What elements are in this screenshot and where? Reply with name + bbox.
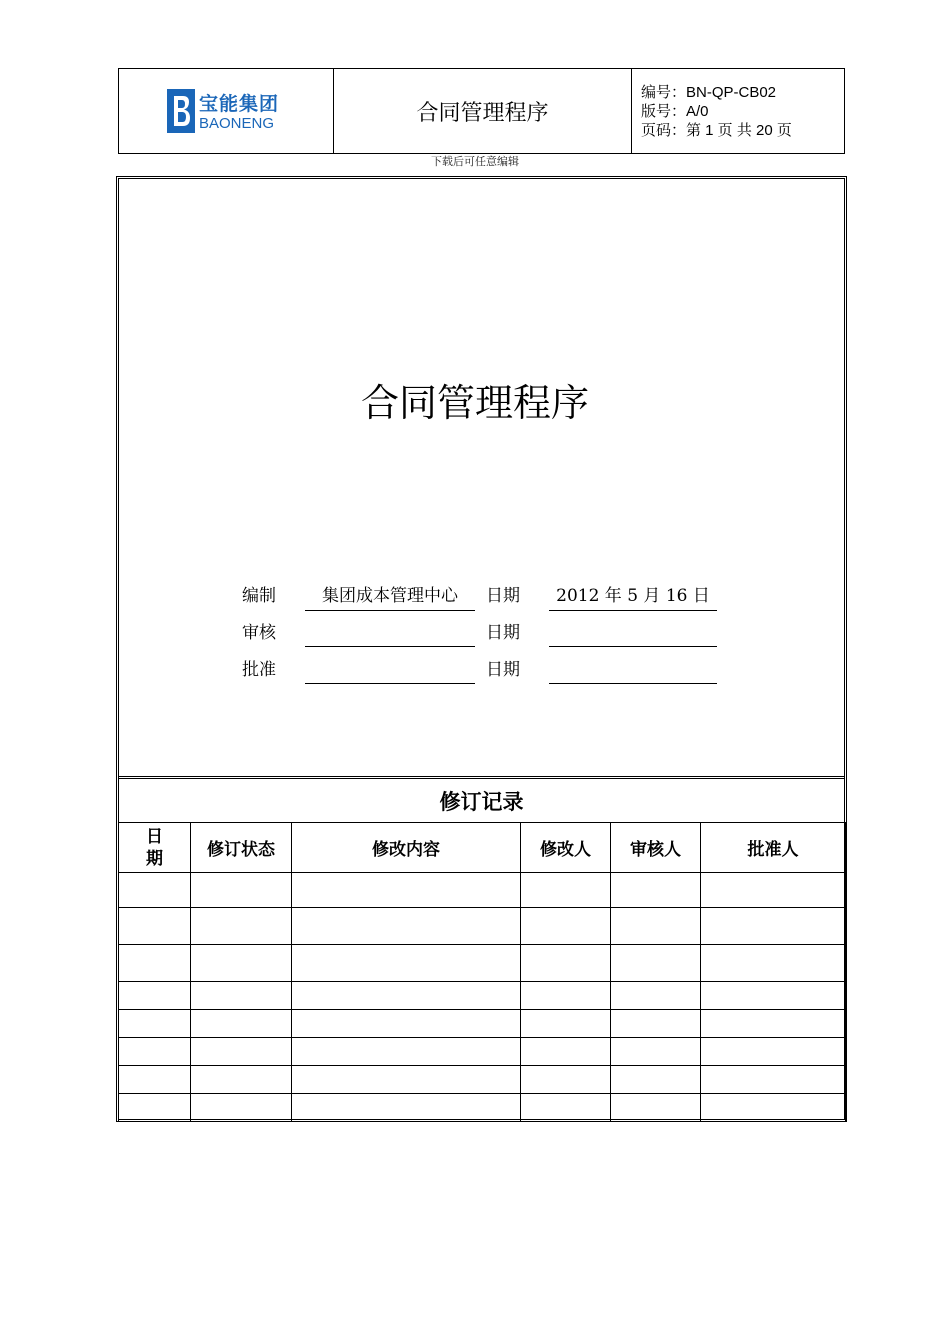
col-header-approver: 批准人 — [701, 823, 846, 873]
table-cell — [292, 908, 521, 945]
col-header-status: 修订状态 — [191, 823, 292, 873]
table-cell — [191, 1066, 292, 1094]
table-row — [119, 1066, 846, 1094]
table-cell — [119, 1038, 191, 1066]
table-cell — [191, 982, 292, 1010]
table-cell — [191, 1038, 292, 1066]
signoff-line — [305, 646, 475, 647]
table-cell — [119, 945, 191, 982]
table-cell — [292, 982, 521, 1010]
table-cell — [611, 873, 701, 908]
signoff-line — [305, 683, 475, 684]
table-cell — [191, 1010, 292, 1038]
table-cell — [292, 1038, 521, 1066]
revision-title: 修订记录 — [439, 790, 524, 814]
baoneng-logo-icon — [167, 89, 195, 133]
col-header-content: 修改内容 — [292, 823, 521, 873]
table-cell — [701, 1010, 846, 1038]
signoff-date-label: 日期 — [486, 660, 520, 680]
signoff-date-label: 日期 — [486, 623, 520, 643]
table-cell — [521, 908, 611, 945]
table-cell — [119, 1094, 191, 1122]
table-cell — [119, 908, 191, 945]
table-cell — [701, 1094, 846, 1122]
signoff-date-line — [549, 683, 717, 684]
table-cell — [701, 873, 846, 908]
table-cell — [701, 908, 846, 945]
doc-number: 编号：BN-QP-CB02 — [641, 84, 777, 101]
signoff-label-prepared: 编制 — [242, 586, 276, 606]
table-row — [119, 1094, 846, 1122]
table-cell — [119, 873, 191, 908]
table-cell — [521, 1010, 611, 1038]
document-header — [118, 68, 845, 154]
table-cell — [701, 1038, 846, 1066]
signoff-date-line — [549, 610, 717, 611]
header-title: 合同管理程序 — [334, 69, 632, 153]
table-row — [119, 873, 846, 908]
logo-chinese-text: 宝能集团 — [199, 93, 280, 115]
logo-cell — [119, 69, 334, 153]
table-cell — [292, 873, 521, 908]
download-note: 下载后可任意编辑 — [431, 155, 519, 168]
revision-table — [118, 822, 846, 1122]
table-cell — [611, 945, 701, 982]
signoff-date-line — [549, 646, 717, 647]
signoff-label-reviewed: 审核 — [242, 623, 276, 643]
table-cell — [292, 1094, 521, 1122]
table-cell — [611, 908, 701, 945]
page-count: 页码：第 1 页 共 20 页 — [641, 122, 792, 139]
table-cell — [292, 945, 521, 982]
table-row — [119, 982, 846, 1010]
revision-header-row — [119, 823, 846, 873]
table-row — [119, 908, 846, 945]
table-cell — [292, 1010, 521, 1038]
signoff-value-prepared: 集团成本管理中心 — [322, 586, 458, 606]
signoff-date-value: 2012 年 5 月 16 日 — [556, 586, 710, 606]
table-cell — [701, 945, 846, 982]
table-cell — [191, 908, 292, 945]
table-cell — [191, 945, 292, 982]
col-header-date: 日期 — [119, 823, 191, 873]
table-row — [119, 1038, 846, 1066]
table-cell — [119, 1010, 191, 1038]
table-cell — [611, 1094, 701, 1122]
table-cell — [701, 1066, 846, 1094]
table-cell — [611, 1010, 701, 1038]
header-meta — [632, 69, 844, 153]
table-cell — [191, 1094, 292, 1122]
table-cell — [521, 1094, 611, 1122]
table-cell — [611, 1038, 701, 1066]
table-cell — [611, 982, 701, 1010]
table-row — [119, 945, 846, 982]
table-cell — [521, 1038, 611, 1066]
table-cell — [611, 1066, 701, 1094]
table-cell — [119, 1066, 191, 1094]
table-cell — [521, 982, 611, 1010]
table-cell — [521, 873, 611, 908]
signoff-label-approved: 批准 — [242, 660, 276, 680]
table-cell — [521, 1066, 611, 1094]
table-cell — [701, 982, 846, 1010]
table-cell — [191, 873, 292, 908]
cover-title: 合同管理程序 — [360, 381, 589, 425]
table-cell — [521, 945, 611, 982]
signoff-line — [305, 610, 475, 611]
col-header-reviewer: 审核人 — [611, 823, 701, 873]
signoff-date-label: 日期 — [486, 586, 520, 606]
col-header-modifier: 修改人 — [521, 823, 611, 873]
logo-english-text: BAONENG — [199, 115, 275, 132]
table-cell — [292, 1066, 521, 1094]
table-cell — [119, 982, 191, 1010]
table-row — [119, 1010, 846, 1038]
revision-divider — [118, 776, 845, 779]
doc-version: 版号：A/0 — [641, 103, 709, 120]
